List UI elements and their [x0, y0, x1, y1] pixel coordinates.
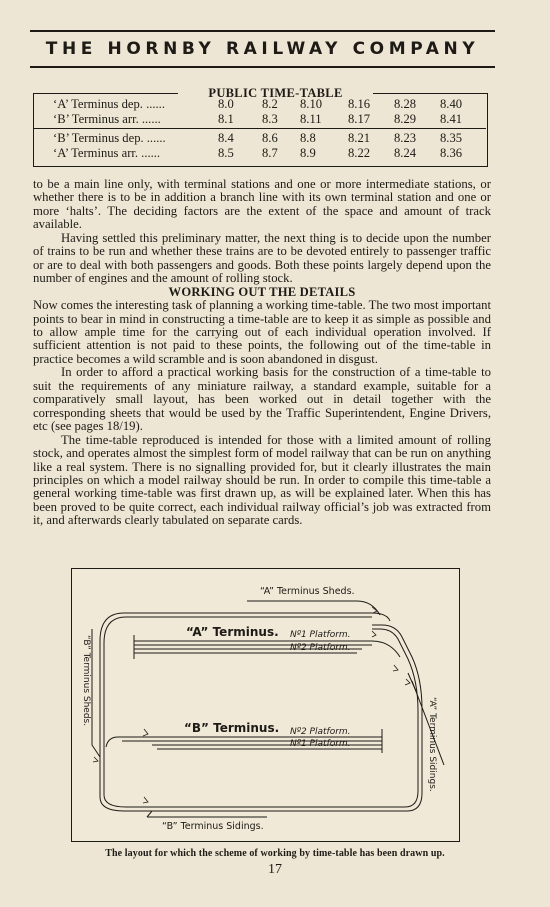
paragraph: Having settled this preliminary matter, the next thing is to decide upon the number of trains to be run and whether these trains are to be devoted entirely to passenger traffic or are to deal with both passengers and goods. Both these points largely depend upon the number of engines and the amount of rolling stock.	[33, 230, 491, 286]
timetable-row	[33, 112, 486, 127]
timetable-time: 8.11	[300, 112, 322, 126]
timetable-time: 8.7	[262, 146, 278, 160]
timetable-time: 8.10	[300, 97, 323, 111]
label-a-terminus: “A” Terminus.	[186, 625, 279, 639]
label-b-terminus-sidings: “B” Terminus Sidings.	[162, 821, 264, 832]
timetable-time: 8.2	[262, 97, 278, 111]
timetable-time: 8.5	[218, 146, 234, 160]
paragraph: The time-table reproduced is intended for those with a limited amount of rolling stock, and operates almost the simplest form of model railway that can be run on anything like a real system. There is no signalling provided for, but it clearly illustrates the main principles on which a model railway should be run. In order to compile this time-table a general working time-table was first drawn up, as will be explained later. When this has been proved to be quite correct, each individual railway official’s job was extracted from it, and afterwards clearly tabulated on separate cards.	[33, 432, 491, 528]
timetable-time: 8.16	[348, 97, 371, 111]
timetable-station-label: ‘B’ Terminus arr. ......	[53, 112, 161, 126]
timetable-station-label: ‘B’ Terminus dep. ......	[53, 131, 166, 145]
timetable-time: 8.29	[394, 112, 417, 126]
timetable-time: 8.21	[348, 131, 371, 145]
figure-caption: The layout for which the scheme of working by time-table has been drawn up.	[105, 848, 445, 859]
label-a-terminus-sidings: “A” Terminus Sidings.	[427, 697, 437, 792]
timetable-time: 8.41	[440, 112, 463, 126]
timetable-time: 8.6	[262, 131, 278, 145]
timetable-time: 8.35	[440, 131, 463, 145]
timetable-time: 8.3	[262, 112, 278, 126]
timetable-time: 8.28	[394, 97, 417, 111]
timetable-time: 8.4	[218, 131, 234, 145]
label-b-platform-2: Nº2 Platform.	[290, 727, 351, 737]
page-header	[30, 30, 495, 68]
timetable-group	[33, 128, 486, 161]
label-b-platform-1: Nº1 Platform.	[290, 739, 351, 749]
timetable-time: 8.17	[348, 112, 371, 126]
layout-diagram	[71, 568, 460, 842]
paragraph: In order to afford a practical working basis for the construction of a time-table to suit the requirements of any miniature railway, a standard example, suitable for a comparatively small layout, has been worked out in detail together with the corresponding sheets that would be used by the Traffic Superintendent, Engine Drivers, etc (see pages 18/19).	[33, 365, 491, 434]
timetable-time: 8.36	[440, 146, 463, 160]
timetable-station-label: ‘A’ Terminus dep. ......	[53, 97, 165, 111]
body-text	[33, 178, 491, 528]
timetable-time: 8.22	[348, 146, 371, 160]
timetable-row	[33, 131, 486, 146]
timetable-station-label: ‘A’ Terminus arr. ......	[53, 146, 161, 160]
timetable-time: 8.23	[394, 131, 417, 145]
timetable-title: PUBLIC TIME-TABLE	[208, 86, 343, 100]
timetable-time: 8.40	[440, 97, 463, 111]
section-heading: WORKING OUT THE DETAILS	[168, 284, 356, 299]
timetable-time: 8.9	[300, 146, 316, 160]
label-a-terminus-sheds: “A” Terminus Sheds.	[260, 586, 355, 597]
label-a-platform-1: Nº1 Platform.	[290, 630, 351, 640]
timetable-time: 8.8	[300, 131, 316, 145]
timetable-time: 8.24	[394, 146, 417, 160]
paragraph: Now comes the interesting task of planning a working time-table. The two most important points to bear in mind in constructing a time-table are to keep it as simple as possible and to allow ample time for the carrying out of each individual operation involved. If sufficient attention is not paid to these points, the following out of the time-table in practice becomes a wild scramble and is soon abandoned in disgust.	[33, 298, 491, 366]
timetable-group	[33, 97, 486, 127]
label-b-terminus-sheds: “B” Terminus Sheds.	[81, 635, 91, 727]
timetable-time: 8.0	[218, 97, 234, 111]
label-b-terminus: “B” Terminus.	[184, 721, 280, 735]
label-a-platform-2: Nº2 Platform.	[290, 643, 351, 653]
timetable-row	[33, 146, 486, 161]
timetable-row	[33, 97, 486, 112]
track-layout-svg	[72, 569, 459, 841]
paragraph: to be a main line only, with terminal stations and one or more intermediate stations, or whether there is to be in addition a branch line with its own terminal station and one or more ‘halts’. The deciding factors are the extent of the space and amount of track available.	[33, 177, 491, 232]
page-number: 17	[268, 862, 282, 877]
header-title: THE HORNBY RAILWAY COMPANY	[45, 39, 480, 59]
timetable-time: 8.1	[218, 112, 234, 126]
